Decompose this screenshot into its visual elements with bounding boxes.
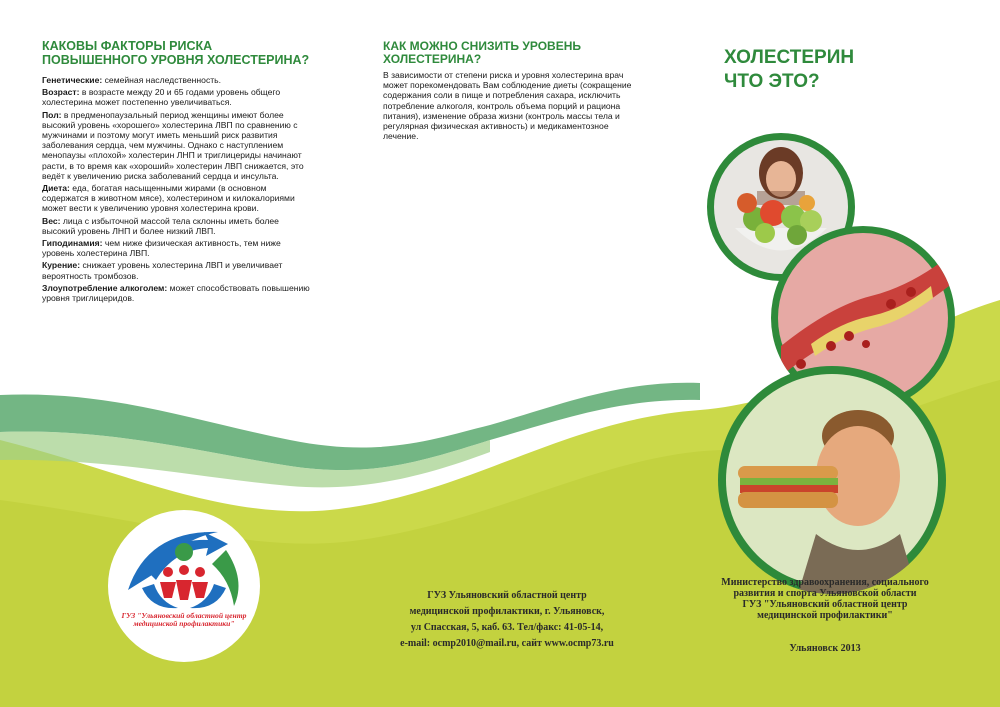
contact-line-4: e-mail: ocmp2010@mail.ru, сайт www.ocmp73.ru [400,638,614,649]
publisher-line-2: развития и спорта Ульяновской области [733,588,917,599]
factor-text: снижает уровень холестерина ЛВП и увеличивает вероятность тромбозов. [42,260,283,281]
logo-emblem [108,510,260,662]
factor-weight [42,216,310,236]
contact-info [376,588,638,652]
logo-caption: ГУЗ "Ульяновский областной центр медицинской профилактики" [121,611,247,629]
factor-term: Возраст: [42,87,80,98]
factor-smoking [42,260,310,280]
burger-man-photo [718,366,946,594]
factor-alcohol [42,283,310,303]
risk-factors-column [42,40,310,305]
factor-term: Вес: [42,215,61,226]
cover-title [724,46,854,94]
lower-cholesterol-text: В зависимости от степени риска и уровня холестерина врач может порекомендовать Вам соблюдение диеты (сокращение содержания соли в пище и потребления сахара, исключить потребление алкоголя, контроль объема порций и рациона питания), изменение образа жизни (контроль массы тела и регулярная физическая активность) и медикаментозное лечение. [383,70,632,142]
contact-line-3: ул Спасская, 5, каб. 63. Тел/факс: 41-05-14, [410,622,604,633]
lower-cholesterol-heading: КАК МОЖНО СНИЗИТЬ УРОВЕНЬ ХОЛЕСТЕРИНА? [383,39,581,66]
factor-genetics [42,75,310,85]
lower-cholesterol-column [383,40,641,150]
burger-man-image [718,366,946,594]
factor-term: Диета: [42,183,70,194]
factor-text: еда, богатая насыщенными жирами (в основном содержатся в животном мясе), холестерином и килокалориями может вести к увеличению уровня холестерина крови. [42,183,295,214]
factor-inactivity [42,238,310,258]
factor-term: Генетические: [42,75,103,85]
cover-title-line2: ЧТО ЭТО? [724,71,820,92]
factor-term: Пол: [42,109,62,120]
publisher-info [680,577,970,621]
risk-factors-heading: КАКОВЫ ФАКТОРЫ РИСКА ПОВЫШЕННОГО УРОВНЯ ХОЛЕСТЕРИНА? [42,39,310,67]
factor-text: может способствовать повышению уровня триглицеридов. [42,282,310,304]
factor-term: Злоупотребление алкоголем: [42,282,168,293]
logo-circle [108,510,260,662]
city-year: Ульяновск 2013 [789,643,861,654]
cover-title-line1: ХОЛЕСТЕРИН [724,47,855,68]
factor-text: в предменопаузальный период женщины имеют более высокий уровень «хорошего» холестерина ЛВП по сравнению с мужчинами и поэтому могут иметь меньший риск развития заболевания сердца, чем мужчины. Однако с наступлением менопаузы «плохой» холестерин ЛНП и триглицериды начинают расти, в то время как «хороший» холестерин ЛВП снижается, это ведёт к увеличению риска заболеваний сердца и инсульта. [42,109,304,181]
factor-text: лица с избыточной массой тела склонны иметь более высокий уровень ЛНП и более низкий ЛВП. [42,215,279,236]
publisher-line-1: Министерство здравоохранения, социального [721,577,929,588]
factor-term: Гиподинамия: [42,238,103,249]
contact-line-2: медицинской профилактики, г. Ульяновск, [409,606,605,617]
factor-diet [42,183,310,214]
publisher-line-4: медицинской профилактики" [757,610,893,621]
factor-text: в возрасте между 20 и 65 годами уровень общего холестерина может постепенно увеличиваться. [42,87,281,108]
factor-text: чем ниже физическая активность, тем ниже уровень холестерина ЛВП. [42,238,281,259]
factor-term: Курение: [42,260,81,271]
publisher-line-3: ГУЗ "Ульяновский областной центр [742,599,908,610]
factor-age [42,87,310,107]
factor-text: семейная наследственность. [102,75,222,85]
factor-sex [42,110,310,181]
contact-line-1: ГУЗ Ульяновский областной центр [427,590,587,601]
